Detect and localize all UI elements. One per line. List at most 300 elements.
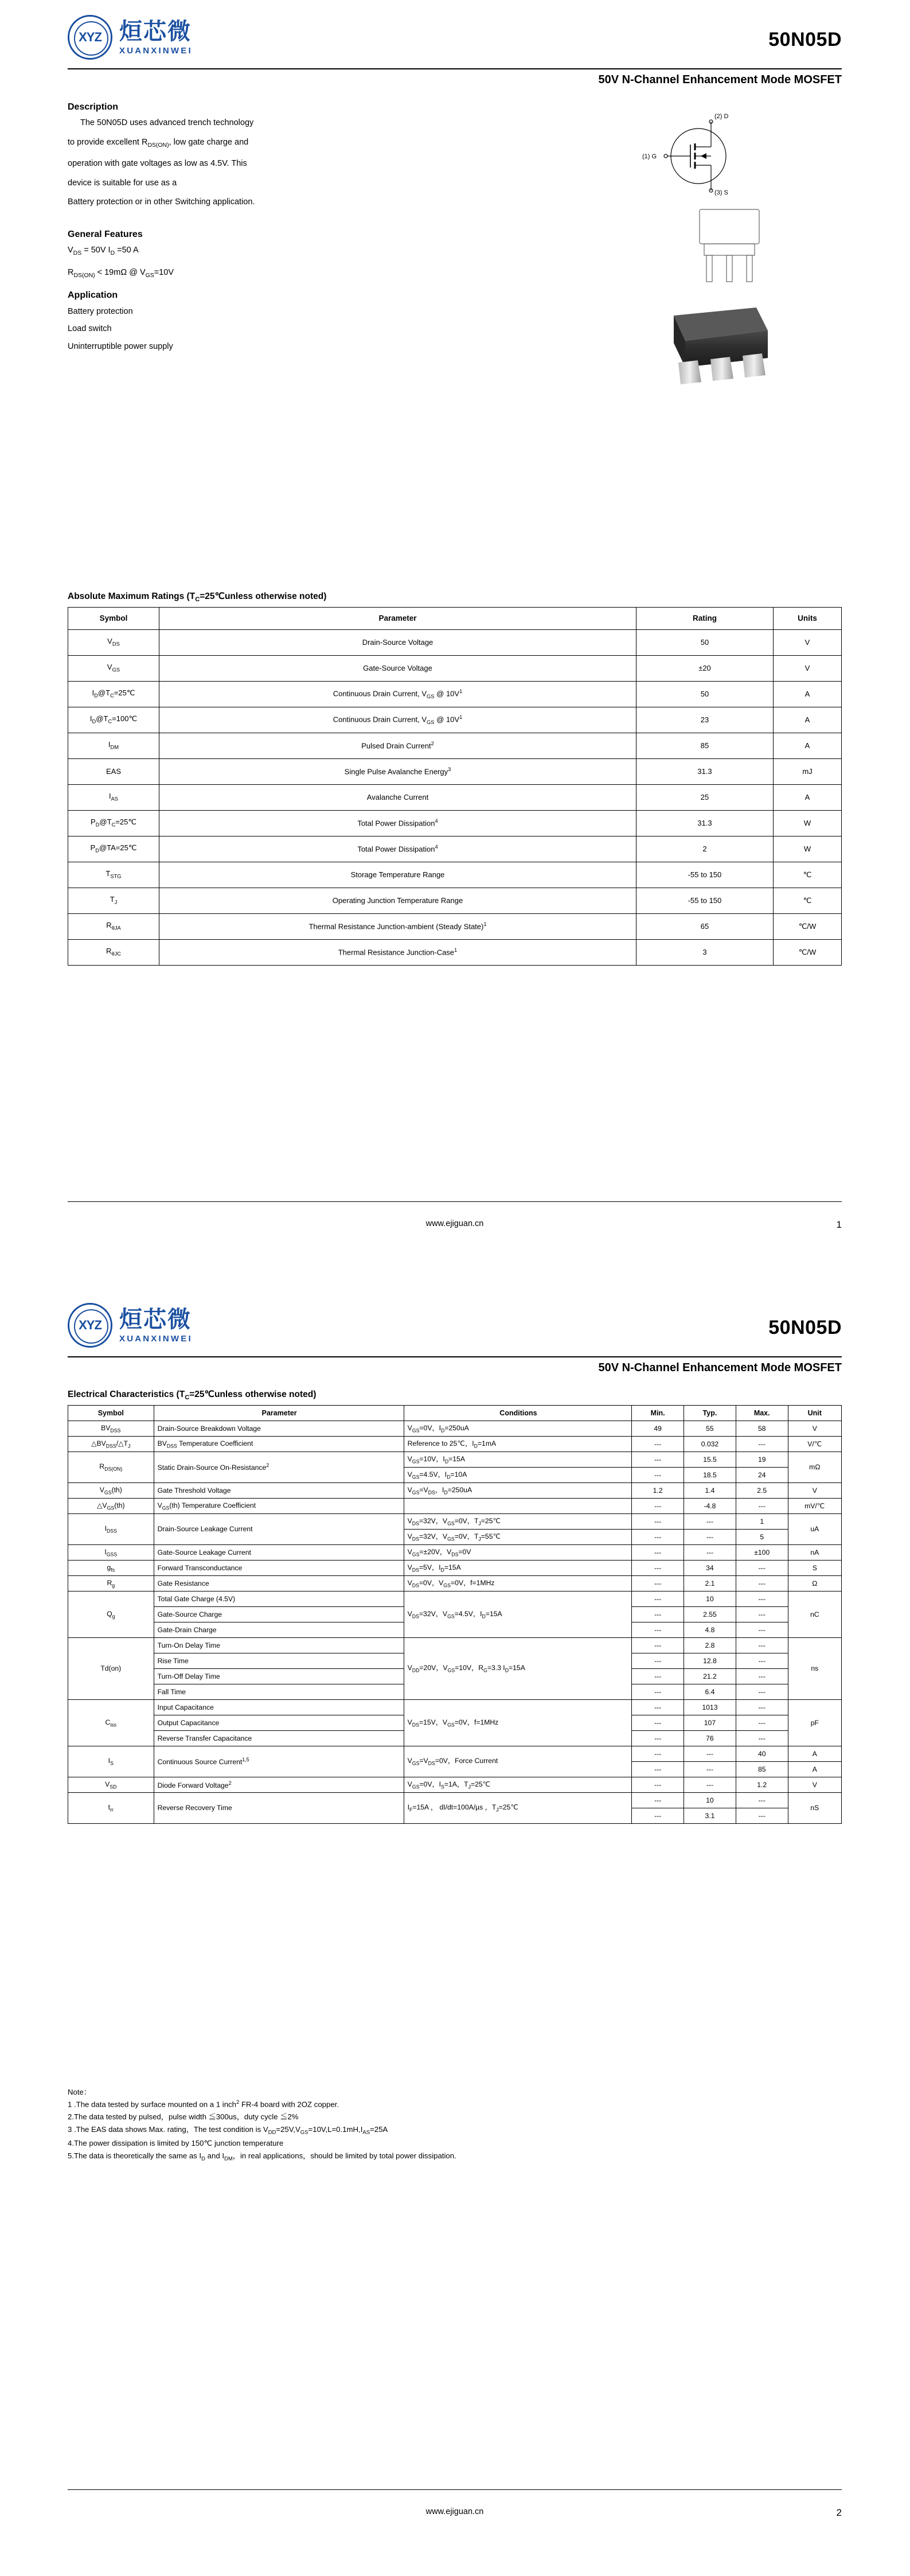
ec-max: --- bbox=[736, 1576, 788, 1591]
amr-units: A bbox=[774, 733, 842, 759]
table-row bbox=[68, 759, 842, 785]
document-subtitle: 50V N-Channel Enhancement Mode MOSFET bbox=[598, 73, 842, 86]
ec-unit: uA bbox=[788, 1514, 841, 1545]
ec-min: 49 bbox=[632, 1421, 684, 1437]
page1-footer-url: www.ejiguan.cn bbox=[425, 1219, 484, 1228]
table-row bbox=[68, 630, 842, 656]
page2-footer-url: www.ejiguan.cn bbox=[425, 2507, 484, 2516]
amr-rating: 50 bbox=[636, 630, 774, 656]
table-row bbox=[68, 1638, 842, 1653]
ec-symbol: $t_{rr}$ bbox=[68, 1793, 154, 1824]
amr-symbol: $P_D@TA=25℃$ bbox=[68, 836, 159, 862]
ec-typ: 2.55 bbox=[684, 1607, 736, 1622]
ec-parameter: Forward Transconductance bbox=[154, 1561, 404, 1576]
ec-min: --- bbox=[632, 1793, 684, 1808]
ec-min: --- bbox=[632, 1746, 684, 1762]
ec-parameter: Rise Time bbox=[154, 1653, 404, 1669]
ec-unit: mΩ bbox=[788, 1452, 841, 1483]
description-heading: Description bbox=[68, 102, 119, 112]
ec-max: --- bbox=[736, 1715, 788, 1731]
amr-symbol: EAS bbox=[68, 759, 159, 785]
amr-parameter: Storage Temperature Range bbox=[159, 862, 636, 888]
ec-conditions: $V_{GS}=4.5V$，$I_D=10A$ bbox=[404, 1468, 632, 1483]
ec-symbol: Td(on) bbox=[68, 1638, 154, 1700]
ec-max: ±100 bbox=[736, 1545, 788, 1561]
amr-symbol: $I_{AS}$ bbox=[68, 785, 159, 811]
ec-min: --- bbox=[632, 1499, 684, 1514]
ec-min: --- bbox=[632, 1607, 684, 1622]
amr-units: W bbox=[774, 811, 842, 836]
ec-min: --- bbox=[632, 1576, 684, 1591]
ec-conditions: $V_{GS}=V_{DS}$，$I_D=250uA$ bbox=[404, 1483, 632, 1499]
ec-unit: Ω bbox=[788, 1576, 841, 1591]
header-divider-2 bbox=[68, 1356, 842, 1357]
part-number-2: 50N05D bbox=[768, 1317, 842, 1338]
pin-label-gate: (1) G bbox=[642, 153, 657, 160]
description-line-4: device is suitable for use as a bbox=[68, 178, 177, 188]
table-row bbox=[68, 1561, 842, 1576]
ec-typ: 1.4 bbox=[684, 1483, 736, 1499]
ec-typ: 4.8 bbox=[684, 1622, 736, 1638]
header-divider bbox=[68, 68, 842, 69]
page1-footer-divider bbox=[68, 1201, 842, 1202]
ec-col-max: Max. bbox=[736, 1406, 788, 1421]
table-row bbox=[68, 1499, 842, 1514]
logo-circle-icon-2 bbox=[68, 1303, 112, 1348]
table-row bbox=[68, 811, 842, 836]
ec-max: --- bbox=[736, 1607, 788, 1622]
ec-typ: 6.4 bbox=[684, 1684, 736, 1700]
amr-parameter: Thermal Resistance Junction-Case$^1$ bbox=[159, 940, 636, 966]
ec-symbol: $C_{iss}$ bbox=[68, 1700, 154, 1746]
ec-parameter: $V_{GS}(th)$ Temperature Coefficient bbox=[154, 1499, 404, 1514]
ec-unit: A bbox=[788, 1746, 841, 1762]
ec-col-parameter: Parameter bbox=[154, 1406, 404, 1421]
ec-typ: --- bbox=[684, 1777, 736, 1793]
package-photo bbox=[655, 298, 787, 407]
part-number: 50N05D bbox=[768, 29, 842, 50]
ec-min: --- bbox=[632, 1452, 684, 1468]
ec-min: --- bbox=[632, 1545, 684, 1561]
amr-header-row bbox=[68, 608, 842, 630]
page2-header bbox=[68, 1288, 842, 1357]
ec-parameter: Gate-Source Leakage Current bbox=[154, 1545, 404, 1561]
ec-typ: 18.5 bbox=[684, 1468, 736, 1483]
table-row bbox=[68, 1545, 842, 1561]
ec-symbol: $V_{GS}(th)$ bbox=[68, 1483, 154, 1499]
ec-min: --- bbox=[632, 1762, 684, 1777]
general-feature-1: $V_{DS} = 50V$ $I_D =50$ A bbox=[68, 246, 139, 257]
ec-conditions: $V_{DS}=15V$，$V_{GS}=0V$，f=1MHz bbox=[404, 1700, 632, 1746]
page-header bbox=[68, 0, 842, 69]
ec-parameter: Output Capacitance bbox=[154, 1715, 404, 1731]
amr-units: A bbox=[774, 785, 842, 811]
ec-max: 58 bbox=[736, 1421, 788, 1437]
ec-max: --- bbox=[736, 1591, 788, 1607]
note-4: 4.The power dissipation is limited by 150℃ junction temperature bbox=[68, 2139, 284, 2148]
ec-unit: V bbox=[788, 1483, 841, 1499]
ec-symbol: $I_S$ bbox=[68, 1746, 154, 1777]
ec-col-conditions: Conditions bbox=[404, 1406, 632, 1421]
ec-unit: V/℃ bbox=[788, 1437, 841, 1452]
ec-max: 24 bbox=[736, 1468, 788, 1483]
ec-table bbox=[68, 1405, 842, 1824]
ec-unit: V bbox=[788, 1421, 841, 1437]
description-block bbox=[68, 102, 389, 360]
general-features-heading: General Features bbox=[68, 229, 143, 239]
ec-min: --- bbox=[632, 1777, 684, 1793]
ec-parameter: Gate-Source Charge bbox=[154, 1607, 404, 1622]
amr-units: V bbox=[774, 656, 842, 682]
table-row bbox=[68, 914, 842, 940]
ec-parameter: Turn-Off Delay Time bbox=[154, 1669, 404, 1684]
ec-symbol: $R_g$ bbox=[68, 1576, 154, 1591]
ec-parameter: Diode Forward Voltage$^2$ bbox=[154, 1777, 404, 1793]
amr-rating: 23 bbox=[636, 707, 774, 733]
application-heading: Application bbox=[68, 290, 118, 301]
ec-min: --- bbox=[632, 1591, 684, 1607]
page1-page-number: 1 bbox=[836, 1219, 842, 1230]
ec-conditions: $V_{DS}=32V$，$V_{GS}=0V$，$T_J=25℃$ bbox=[404, 1514, 632, 1530]
amr-symbol: $T_{STG}$ bbox=[68, 862, 159, 888]
amr-rating: 50 bbox=[636, 682, 774, 707]
amr-units: ℃ bbox=[774, 888, 842, 914]
table-row bbox=[68, 1514, 842, 1530]
ec-max: --- bbox=[736, 1731, 788, 1746]
description-line-1: The 50N05D uses advanced trench technology bbox=[80, 118, 254, 128]
page2-page-number: 2 bbox=[836, 2507, 842, 2518]
ec-min: --- bbox=[632, 1561, 684, 1576]
page-2 bbox=[0, 1288, 910, 2576]
ec-conditions: $V_{GS}=\pm 20V$，$V_{DS}=0V$ bbox=[404, 1545, 632, 1561]
table-row bbox=[68, 733, 842, 759]
notes-heading: Note： bbox=[68, 2088, 92, 2096]
table-row bbox=[68, 1576, 842, 1591]
ec-typ: 2.1 bbox=[684, 1576, 736, 1591]
ec-parameter: Static Drain-Source On-Resistance$^2$ bbox=[154, 1452, 404, 1483]
description-line-2: to provide excellent $R_{DS(ON)}$, low gate charge and bbox=[68, 138, 249, 149]
absolute-maximum-ratings-section bbox=[68, 591, 842, 966]
ec-typ: --- bbox=[684, 1762, 736, 1777]
ec-min: --- bbox=[632, 1808, 684, 1824]
table-row bbox=[68, 1777, 842, 1793]
amr-symbol: $V_{GS}$ bbox=[68, 656, 159, 682]
document-subtitle-2: 50V N-Channel Enhancement Mode MOSFET bbox=[598, 1361, 842, 1374]
ec-conditions: $V_{DS}=0V$，$V_{GS}=0V$，f=1MHz bbox=[404, 1576, 632, 1591]
amr-rating: 31.3 bbox=[636, 759, 774, 785]
ec-col-unit: Unit bbox=[788, 1406, 841, 1421]
general-feature-2: $R_{DS(ON)} < 19m\Omega$ @ $V_{GS}=10V$ bbox=[68, 268, 174, 279]
amr-units: ℃ bbox=[774, 862, 842, 888]
ec-typ: 76 bbox=[684, 1731, 736, 1746]
ec-unit: ns bbox=[788, 1638, 841, 1700]
amr-parameter: Total Power Dissipation$^4$ bbox=[159, 811, 636, 836]
ec-min: 1.2 bbox=[632, 1483, 684, 1499]
amr-parameter: Gate-Source Voltage bbox=[159, 656, 636, 682]
table-row bbox=[68, 1452, 842, 1468]
amr-rating: -55 to 150 bbox=[636, 888, 774, 914]
amr-rating: -55 to 150 bbox=[636, 862, 774, 888]
ec-typ: 55 bbox=[684, 1421, 736, 1437]
ec-conditions bbox=[404, 1499, 632, 1514]
logo-circle-icon bbox=[68, 15, 112, 60]
ec-conditions: $V_{GS}=0V$，$I_S=1A$，$T_J=25℃$ bbox=[404, 1777, 632, 1793]
amr-title: Absolute Maximum Ratings ($T_C=25℃unless$ otherwise noted) bbox=[68, 592, 327, 604]
ec-typ: 10 bbox=[684, 1793, 736, 1808]
ec-typ: 12.8 bbox=[684, 1653, 736, 1669]
amr-rating: 31.3 bbox=[636, 811, 774, 836]
amr-units: A bbox=[774, 682, 842, 707]
ec-min: --- bbox=[632, 1700, 684, 1715]
amr-rating: ±20 bbox=[636, 656, 774, 682]
ec-parameter: Input Capacitance bbox=[154, 1700, 404, 1715]
ec-min: --- bbox=[632, 1731, 684, 1746]
amr-symbol: $R_{\theta JA}$ bbox=[68, 914, 159, 940]
pin-label-drain: (2) D bbox=[714, 113, 729, 120]
ec-max: --- bbox=[736, 1669, 788, 1684]
ec-max: --- bbox=[736, 1499, 788, 1514]
amr-parameter: Pulsed Drain Current$^2$ bbox=[159, 733, 636, 759]
ec-max: 1 bbox=[736, 1514, 788, 1530]
ec-symbol: $\triangle BV_{DSS}/\triangle T_J$ bbox=[68, 1437, 154, 1452]
table-row bbox=[68, 1591, 842, 1607]
amr-parameter: Total Power Dissipation$^4$ bbox=[159, 836, 636, 862]
ec-typ: --- bbox=[684, 1530, 736, 1545]
table-row bbox=[68, 940, 842, 966]
amr-symbol: $I_D@T_C=100℃$ bbox=[68, 707, 159, 733]
amr-symbol: $T_J$ bbox=[68, 888, 159, 914]
ec-unit: nA bbox=[788, 1545, 841, 1561]
amr-parameter: Avalanche Current bbox=[159, 785, 636, 811]
ec-min: --- bbox=[632, 1669, 684, 1684]
ec-conditions: $V_{GS}=10V$，$I_D=15A$ bbox=[404, 1452, 632, 1468]
amr-parameter: Thermal Resistance Junction-ambient (Steady State)$^1$ bbox=[159, 914, 636, 940]
application-1: Battery protection bbox=[68, 306, 133, 316]
company-name-cn: 烜芯微 bbox=[119, 18, 192, 45]
amr-units: ℃/W bbox=[774, 914, 842, 940]
ec-min: --- bbox=[632, 1715, 684, 1731]
amr-rating: 65 bbox=[636, 914, 774, 940]
ec-min: --- bbox=[632, 1530, 684, 1545]
ec-unit: nS bbox=[788, 1793, 841, 1824]
ec-typ: 2.8 bbox=[684, 1638, 736, 1653]
ec-parameter: Gate Resistance bbox=[154, 1576, 404, 1591]
ec-conditions: $V_{DS}=32V$，$V_{GS}=4.5V$，$I_D=15A$ bbox=[404, 1591, 632, 1638]
amr-parameter: Drain-Source Voltage bbox=[159, 630, 636, 656]
company-name-cn-2: 烜芯微 bbox=[119, 1306, 192, 1333]
ec-symbol: $V_{SD}$ bbox=[68, 1777, 154, 1793]
ec-conditions: $V_{DS}=5V$，$I_D=15A$ bbox=[404, 1561, 632, 1576]
company-name-en-2: XUANXINWEI bbox=[119, 1333, 193, 1344]
table-row bbox=[68, 862, 842, 888]
ec-unit: nC bbox=[788, 1591, 841, 1638]
ec-max: --- bbox=[736, 1638, 788, 1653]
ec-max: 5 bbox=[736, 1530, 788, 1545]
ec-typ: 107 bbox=[684, 1715, 736, 1731]
ec-symbol: $R_{DS(ON)}$ bbox=[68, 1452, 154, 1483]
amr-parameter: Single Pulse Avalanche Energy$^3$ bbox=[159, 759, 636, 785]
package-outline-drawing bbox=[687, 204, 773, 290]
ec-col-min: Min. bbox=[632, 1406, 684, 1421]
electrical-characteristics-section bbox=[68, 1389, 842, 1824]
amr-units: W bbox=[774, 836, 842, 862]
amr-parameter: Continuous Drain Current, $V_{GS}$ @ $10V^1$ bbox=[159, 707, 636, 733]
amr-symbol: $I_D@T_C=25℃$ bbox=[68, 682, 159, 707]
ec-max: 19 bbox=[736, 1452, 788, 1468]
ec-unit: pF bbox=[788, 1700, 841, 1746]
ec-unit: S bbox=[788, 1561, 841, 1576]
ec-typ: 10 bbox=[684, 1591, 736, 1607]
table-row bbox=[68, 682, 842, 707]
ec-parameter: Drain-Source Breakdown Voltage bbox=[154, 1421, 404, 1437]
ec-conditions: Reference to 25℃，$I_D=1mA$ bbox=[404, 1437, 632, 1452]
ec-max: --- bbox=[736, 1793, 788, 1808]
amr-col-units: Units bbox=[774, 608, 842, 630]
ec-typ: 34 bbox=[684, 1561, 736, 1576]
ec-max: 85 bbox=[736, 1762, 788, 1777]
ec-max: --- bbox=[736, 1622, 788, 1638]
ec-min: --- bbox=[632, 1684, 684, 1700]
ec-col-typ: Typ. bbox=[684, 1406, 736, 1421]
ec-conditions: $V_{DD}=20V$，$V_{GS}=10V$，$R_G=3.3$ $I_D=15A$ bbox=[404, 1638, 632, 1700]
amr-symbol: $I_{DM}$ bbox=[68, 733, 159, 759]
ec-max: --- bbox=[736, 1684, 788, 1700]
ec-unit: mV/℃ bbox=[788, 1499, 841, 1514]
table-row bbox=[68, 888, 842, 914]
description-line-3: operation with gate voltages as low as 4.5V. This bbox=[68, 158, 247, 168]
ec-typ: --- bbox=[684, 1545, 736, 1561]
table-row bbox=[68, 707, 842, 733]
ec-symbol: $Q_g$ bbox=[68, 1591, 154, 1638]
amr-table bbox=[68, 607, 842, 966]
table-row bbox=[68, 836, 842, 862]
ec-min: --- bbox=[632, 1653, 684, 1669]
notes-section bbox=[68, 2087, 842, 2164]
ec-unit: A bbox=[788, 1762, 841, 1777]
ec-typ: 3.1 bbox=[684, 1808, 736, 1824]
ec-parameter: Turn-On Delay Time bbox=[154, 1638, 404, 1653]
ec-min: --- bbox=[632, 1514, 684, 1530]
ec-typ: --- bbox=[684, 1746, 736, 1762]
table-row bbox=[68, 785, 842, 811]
ec-parameter: $BV_{DSS}$ Temperature Coefficient bbox=[154, 1437, 404, 1452]
ec-typ: 21.2 bbox=[684, 1669, 736, 1684]
amr-rating: 85 bbox=[636, 733, 774, 759]
ec-title: Electrical Characteristics ($T_C=25℃unless$ otherwise noted) bbox=[68, 1390, 317, 1402]
ec-max: 40 bbox=[736, 1746, 788, 1762]
company-logo-2 bbox=[68, 1303, 193, 1348]
company-name-en: XUANXINWEI bbox=[119, 45, 193, 56]
mosfet-schematic-symbol bbox=[630, 104, 773, 202]
ec-symbol: $BV_{DSS}$ bbox=[68, 1421, 154, 1437]
amr-units: V bbox=[774, 630, 842, 656]
table-row bbox=[68, 1437, 842, 1452]
ec-max: 2.5 bbox=[736, 1483, 788, 1499]
amr-symbol: $R_{\theta JC}$ bbox=[68, 940, 159, 966]
description-text bbox=[68, 118, 389, 207]
ec-conditions: $I_F=15A$ ， dI/dt=100A/µs ，$T_J=25℃$ bbox=[404, 1793, 632, 1824]
ec-typ: -4.8 bbox=[684, 1499, 736, 1514]
page2-footer-divider bbox=[68, 2489, 842, 2490]
ec-min: --- bbox=[632, 1622, 684, 1638]
ec-min: --- bbox=[632, 1468, 684, 1483]
amr-col-parameter: Parameter bbox=[159, 608, 636, 630]
table-row bbox=[68, 1700, 842, 1715]
ec-min: --- bbox=[632, 1638, 684, 1653]
table-row bbox=[68, 1483, 842, 1499]
pin-label-source: (3) S bbox=[714, 189, 728, 196]
ec-header-row bbox=[68, 1406, 842, 1421]
ec-symbol: $\triangle V_{GS}(th)$ bbox=[68, 1499, 154, 1514]
ec-parameter: Reverse Recovery Time bbox=[154, 1793, 404, 1824]
ec-conditions: $V_{DS}=32V$，$V_{GS}=0V$，$T_J=55℃$ bbox=[404, 1530, 632, 1545]
table-row bbox=[68, 1793, 842, 1808]
description-line-5: Battery protection or in other Switching application. bbox=[68, 197, 255, 207]
table-row bbox=[68, 1746, 842, 1762]
logo-monogram: XYZ bbox=[79, 30, 101, 44]
ec-min: --- bbox=[632, 1437, 684, 1452]
ec-typ: --- bbox=[684, 1514, 736, 1530]
ec-symbol: $g_{fs}$ bbox=[68, 1561, 154, 1576]
ec-typ: 0.032 bbox=[684, 1437, 736, 1452]
amr-rating: 2 bbox=[636, 836, 774, 862]
amr-units: A bbox=[774, 707, 842, 733]
amr-symbol: $V_{DS}$ bbox=[68, 630, 159, 656]
ec-symbol: $I_{DSS}$ bbox=[68, 1514, 154, 1545]
ec-unit: V bbox=[788, 1777, 841, 1793]
ec-col-symbol: Symbol bbox=[68, 1406, 154, 1421]
ec-symbol: $I_{GSS}$ bbox=[68, 1545, 154, 1561]
table-row bbox=[68, 656, 842, 682]
ec-max: 1.2 bbox=[736, 1777, 788, 1793]
amr-units: mJ bbox=[774, 759, 842, 785]
application-2: Load switch bbox=[68, 324, 112, 334]
note-3: 3 .The EAS data shows Max. rating，The test condition is $V_{DD}=25V,V_{GS}=10V,L=0.1mH,I_{AS}=25A$ bbox=[68, 2124, 388, 2136]
ec-parameter: Total Gate Charge (4.5V) bbox=[154, 1591, 404, 1607]
note-1: 1 .The data tested by surface mounted on a 1 inch$^2$ FR-4 board with 2OZ copper. bbox=[68, 2099, 339, 2109]
amr-parameter: Operating Junction Temperature Range bbox=[159, 888, 636, 914]
ec-parameter: Reverse Transfer Capacitance bbox=[154, 1731, 404, 1746]
amr-parameter: Continuous Drain Current, $V_{GS}$ @ $10V^1$ bbox=[159, 682, 636, 707]
ec-parameter: Fall Time bbox=[154, 1684, 404, 1700]
application-3: Uninterruptible power supply bbox=[68, 341, 173, 351]
ec-max: --- bbox=[736, 1653, 788, 1669]
amr-col-rating: Rating bbox=[636, 608, 774, 630]
company-logo bbox=[68, 15, 193, 60]
note-5: 5.The data is theoretically the same as $I_D$ and $I_{DM}$，in real applications，should be limited by total power dissipation. bbox=[68, 2151, 456, 2162]
amr-symbol: $P_D@T_C=25℃$ bbox=[68, 811, 159, 836]
ec-max: --- bbox=[736, 1808, 788, 1824]
ec-conditions: $V_{GS}=V_{DS}=0V$，Force Current bbox=[404, 1746, 632, 1777]
ec-max: --- bbox=[736, 1437, 788, 1452]
ec-max: --- bbox=[736, 1561, 788, 1576]
amr-col-symbol: Symbol bbox=[68, 608, 159, 630]
note-2: 2.The data tested by pulsed，pulse width ≦300us，duty cycle ≦2% bbox=[68, 2112, 299, 2122]
amr-rating: 25 bbox=[636, 785, 774, 811]
amr-rating: 3 bbox=[636, 940, 774, 966]
ec-parameter: Gate-Drain Charge bbox=[154, 1622, 404, 1638]
logo-monogram-2: XYZ bbox=[79, 1318, 101, 1332]
ec-parameter: Continuous Source Current$^{1,5}$ bbox=[154, 1746, 404, 1777]
ec-conditions: $V_{GS}=0V$，$I_D=250uA$ bbox=[404, 1421, 632, 1437]
ec-max: --- bbox=[736, 1700, 788, 1715]
ec-typ: 1013 bbox=[684, 1700, 736, 1715]
table-row bbox=[68, 1421, 842, 1437]
ec-parameter: Drain-Source Leakage Current bbox=[154, 1514, 404, 1545]
amr-units: ℃/W bbox=[774, 940, 842, 966]
ec-parameter: Gate Threshold Voltage bbox=[154, 1483, 404, 1499]
ec-typ: 15.5 bbox=[684, 1452, 736, 1468]
